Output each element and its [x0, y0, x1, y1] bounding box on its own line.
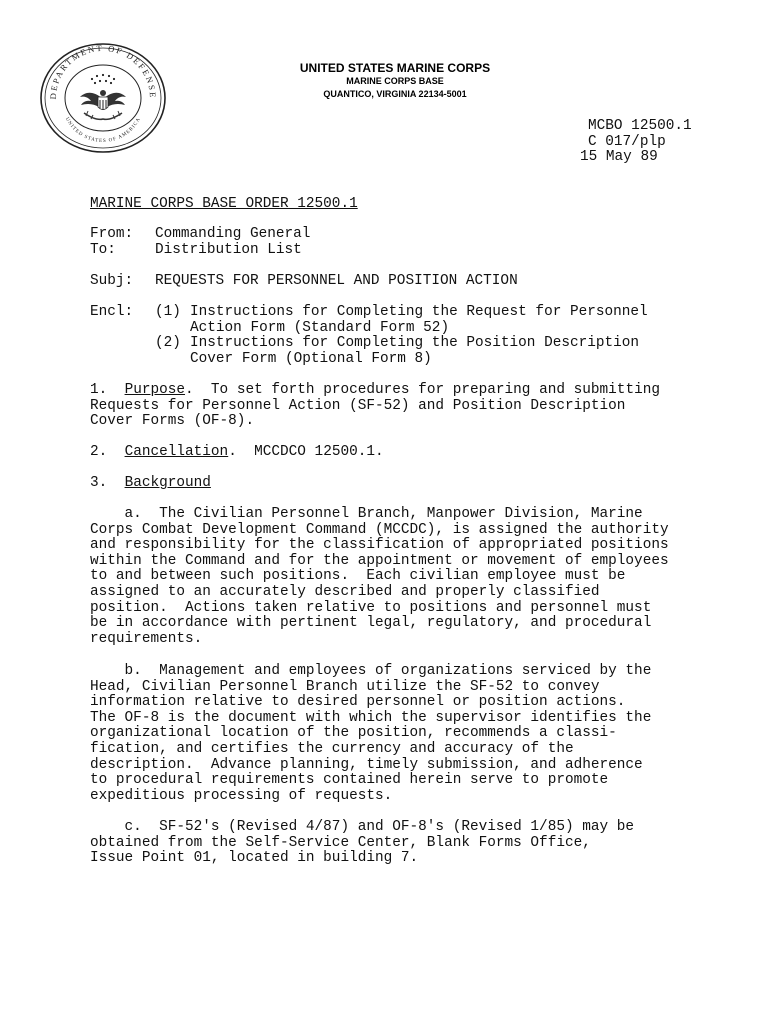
para-3c: [90, 820, 634, 867]
para-3a-line: assigned to an accurately described and properly classified: [90, 583, 600, 600]
para-1-line1: . To set forth procedures for preparing and submitting: [185, 382, 660, 398]
para-3a-line: to and between such positions. Each civilian employee must be: [90, 568, 626, 585]
encl-1-number: (1): [155, 304, 181, 320]
letterhead-org: UNITED STATES MARINE CORPS: [299, 61, 491, 75]
para-3b-line: expeditious processing of requests.: [90, 787, 393, 804]
para-1-heading: Purpose: [124, 382, 186, 398]
para-3: [90, 476, 211, 492]
subj-label: Subj:: [90, 273, 134, 289]
para-2: [90, 445, 384, 461]
para-1-line2: Requests for Personnel Action (SF-52) and Position Description: [90, 398, 626, 414]
reference-date: 15 May 89: [580, 149, 658, 165]
from-label: From:: [90, 226, 134, 242]
para-1: [90, 383, 660, 399]
reference-code: C 017/plp: [588, 134, 666, 150]
encl-2-line2: Cover Form (Optional Form 8): [190, 351, 432, 367]
letterhead-unit: MARINE CORPS BASE: [346, 76, 444, 86]
reference-order-number: MCBO 12500.1: [588, 118, 692, 134]
para-1-line3: Cover Forms (OF-8).: [90, 413, 255, 429]
para-3b-line: to procedural requirements contained herein serve to promote: [90, 772, 609, 789]
para-3a-line: within the Command and for the appointment or movement of employees: [90, 552, 669, 569]
svg-text:DEPARTMENT OF DEFENSE: DEPARTMENT OF DEFENSE: [47, 42, 159, 100]
para-3b-line: description. Advance planning, timely submission, and adherence: [90, 756, 643, 773]
svg-text:UNITED STATES OF AMERICA: UNITED STATES OF AMERICA: [63, 116, 143, 145]
para-3b-line: organizational location of the position, recommends a classi-: [90, 725, 617, 742]
para-3-heading: Background: [124, 475, 211, 491]
para-3a-line: requirements.: [90, 630, 203, 647]
para-3-number: 3.: [90, 475, 108, 491]
para-2-number: 2.: [90, 444, 108, 460]
order-title: MARINE CORPS BASE ORDER 12500.1: [90, 196, 358, 212]
para-3b-line: information relative to desired personnel or position actions.: [90, 694, 626, 711]
para-3c-line: obtained from the Self-Service Center, Blank Forms Office,: [90, 834, 591, 851]
subj-value: REQUESTS FOR PERSONNEL AND POSITION ACTION: [155, 273, 518, 289]
para-2-heading: Cancellation: [124, 444, 229, 460]
para-3a-line: a. The Civilian Personnel Branch, Manpower Division, Marine: [90, 506, 643, 522]
para-3a-line: Corps Combat Development Command (MCCDC), is assigned the authority: [90, 521, 669, 538]
para-3b: [90, 664, 651, 804]
para-3b-line: fication, and certifies the currency and accuracy of the: [90, 740, 574, 757]
para-3a: [90, 507, 669, 647]
para-3c-line: Issue Point 01, located in building 7.: [90, 850, 419, 867]
encl-1-line2: Action Form (Standard Form 52): [190, 320, 450, 336]
encl-2-number: (2): [155, 335, 181, 351]
para-3a-line: be in accordance with pertinent legal, regulatory, and procedural: [90, 615, 652, 632]
from-value: Commanding General: [155, 226, 311, 242]
reference-date-row: [580, 150, 658, 166]
letterhead-address: QUANTICO, VIRGINIA 22134-5001: [323, 89, 467, 99]
para-3b-line: Head, Civilian Personnel Branch utilize the SF-52 to convey: [90, 678, 600, 695]
para-1-number: 1.: [90, 382, 108, 398]
para-3a-line: position. Actions taken relative to positions and personnel must: [90, 599, 652, 616]
para-3c-line: c. SF-52's (Revised 4/87) and OF-8's (Revised 1/85) may be: [90, 819, 635, 835]
to-value: Distribution List: [155, 242, 302, 258]
para-2-text: . MCCDCO 12500.1.: [228, 444, 384, 460]
encl-label: Encl:: [90, 304, 134, 320]
para-3a-line: and responsibility for the classification of appropriated positions: [90, 537, 669, 554]
encl-2-line1: Instructions for Completing the Position Description: [190, 335, 640, 351]
para-3b-line: b. Management and employees of organizations serviced by the: [90, 663, 652, 679]
encl-1-line1: Instructions for Completing the Request for Personnel: [190, 304, 648, 320]
reference-block: [588, 119, 692, 135]
to-label: To:: [90, 242, 116, 258]
para-3b-line: The OF-8 is the document with which the supervisor identifies the: [90, 709, 652, 726]
